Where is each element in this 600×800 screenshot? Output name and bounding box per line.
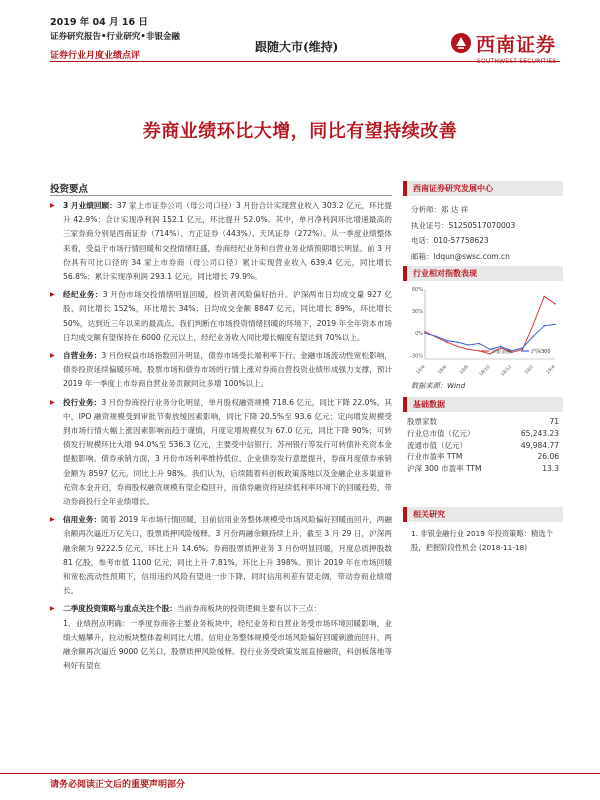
series-point-0 bbox=[457, 346, 459, 348]
related-research-item[interactable]: 1. 非银金融行业 2019 年投资策略：精选个股，把握阶段性机会 (2018-11-18) bbox=[411, 529, 553, 552]
x-tick-label: 18/12 bbox=[500, 364, 514, 378]
legend-label: 沪深300 bbox=[531, 349, 551, 355]
basic-data-table bbox=[407, 416, 559, 475]
basic-data-heading: 基础数据 bbox=[403, 397, 563, 412]
key-point-lead: 3 月业绩回顾： bbox=[63, 201, 117, 210]
x-tick-label: 19/2 bbox=[524, 364, 535, 376]
analyst-name: 分析师：郑 达 祥 bbox=[411, 205, 469, 214]
key-point-lead: 经纪业务： bbox=[63, 290, 103, 300]
analyst-license: 执业证号：S1250517070003 bbox=[411, 220, 516, 230]
company-logo bbox=[450, 30, 570, 76]
basic-data-section bbox=[403, 397, 563, 475]
relative-index-heading: 行业相对指数表现 bbox=[403, 266, 563, 281]
key-point bbox=[50, 513, 392, 598]
analyst-email[interactable]: 邮箱：ldqun@swsc.com.cn bbox=[411, 251, 510, 261]
key-point bbox=[50, 288, 392, 345]
series-point-1 bbox=[468, 344, 470, 346]
logo-mark-icon bbox=[450, 32, 472, 54]
series-point-1 bbox=[511, 350, 513, 352]
series-point-1 bbox=[522, 347, 524, 349]
series-point-0 bbox=[424, 331, 426, 333]
chart-source: 数据来源：Wind bbox=[411, 381, 466, 390]
key-point-text: 当前券商板块的投资逻辑主要有以下三点： bbox=[176, 604, 322, 614]
header-divider bbox=[50, 61, 560, 62]
table-row bbox=[407, 463, 559, 475]
series-point-0 bbox=[554, 303, 556, 305]
footer-divider bbox=[0, 773, 600, 774]
series-point-1 bbox=[478, 343, 480, 345]
row-value: 13.3 bbox=[542, 464, 559, 474]
research-team-section bbox=[403, 181, 563, 264]
y-tick-label: -30% bbox=[410, 353, 423, 360]
key-points-list bbox=[50, 199, 392, 674]
series-point-0 bbox=[468, 349, 470, 351]
research-team-heading: 西南证券研究发展中心 bbox=[403, 181, 563, 196]
related-research-heading: 相关研究 bbox=[403, 507, 563, 522]
key-point-text: 3 月份券商投行业务分化明显，单月股权融资规模 718.6 亿元，同比下降 22.0%。其中，IPO 融资规模受到审批节奏放缓因素影响，同比下降 20.5%至 93.6 亿元；定向增发规模受到市场行情大幅上涨因素影响而趋于谨慎，月度定增规模仅为 67.0 亿元，同比下降 90%；可转债发行规模环比大增 94.0%至 536.3 亿元，主要受中信银行、苏州银行等发行可转债补充资本金提振影响。债券承销方面，3 月份市场利率维持低位，企业债券发行意愿提升，券商月度债券承销金额为 8597 亿元，同比上升 98%。我们认为，后续随着科创板政策落地以及金融企业多渠道补充资本金开启，券商股权融资规模有望企稳回升，而债券融资将延续低利率环境下的回暖趋势，带动券商投行全年业绩增长。 bbox=[63, 397, 392, 507]
key-point bbox=[50, 602, 392, 616]
relative-index-chart-svg bbox=[403, 281, 563, 381]
series-point-1 bbox=[457, 341, 459, 343]
logo-text-cn: 西南证券 bbox=[476, 34, 557, 56]
key-point-text: 随着 2019 年市场行情回暖，目前信用业务整体规模受市场风险偏好回暖而回升，两融余额再次逼近万亿关口，股票质押风险缓释。3 月份两融余额持续上升，截至 3 月 29 日，沪深两融余额为 9222.5 亿元，环比上升 14.6%。券商股票质押业务 3 月份明显回暖，月度总质押股数 81 亿股，参考市值 1100 亿元，同比上升 7.81%，环比上升 398%。预计 2019 年在市场回暖和宽松流动性预期下，信用违约风险有望进一步下降，同时信用利差有望走阔，带动券商业绩增长。 bbox=[63, 515, 392, 596]
table-row bbox=[407, 451, 559, 463]
x-tick-label: 18/8 bbox=[459, 364, 470, 376]
row-value: 65,243.23 bbox=[520, 428, 559, 438]
series-point-1 bbox=[554, 324, 556, 326]
row-label: 沪深 300 市盈率 TTM bbox=[407, 464, 482, 474]
report-type: 证券研究报告•行业研究•非银金融 bbox=[50, 32, 180, 42]
series-line-1 bbox=[425, 324, 555, 351]
rating: 跟随大市(维持) bbox=[255, 40, 339, 54]
key-point-lead: 投行业务： bbox=[63, 397, 102, 407]
report-date: 2019 年 04 月 16 日 bbox=[50, 17, 148, 28]
y-tick-label: 0% bbox=[415, 331, 423, 338]
series-point-0 bbox=[478, 350, 480, 352]
relative-index-chart bbox=[403, 281, 563, 381]
key-point-text: 37 家上市证券公司（母公司口径）3 月份合计实现营业收入 303.2 亿元，环比提升 42.9%；合计实现净利润 152.1 亿元，环比提升 52.0%。其中，单月净利润环比增速最高的三家券商分别是西南证券（714%）、方正证券（443%）、天风证券（272%）。从一季度业绩整体来看，受益于市场行情回暖和交投情绪旺盛，券商经纪业务和自营业务业绩预期增长明显。前 3 月份具有可比口径的 34 家上市券商（母公司口径）累计实现营业收入 639.4 亿元，同比增长 56.8%；累计实现净利润 293.1 亿元，同比增长 79.9%。 bbox=[63, 201, 392, 282]
series-point-0 bbox=[446, 341, 448, 343]
series-point-1 bbox=[446, 340, 448, 342]
row-label: 行业总市值（亿元） bbox=[407, 428, 475, 438]
relative-index-section bbox=[403, 266, 563, 391]
row-value: 49,984.77 bbox=[520, 440, 559, 450]
series-point-0 bbox=[533, 324, 535, 326]
key-point-lead: 信用业务： bbox=[63, 515, 102, 525]
key-points-heading: 投资要点 bbox=[50, 184, 89, 195]
key-point-lead: 自营业务： bbox=[63, 351, 102, 361]
strategy-sub-item: 1、业绩拐点明确：一季度券商各主要业务板块中，经纪业务和自营业务受市场环境回暖影响，业绩大幅攀升，拉动板块整体盈利同比大增。信用业务整体规模受市场风险偏好回暖刺激而回升，两融余额再次逼近 9000 亿关口，股票质押风险缓释。投行业务受政策发展直接融资，科创板落地等利好有望在 bbox=[63, 618, 392, 671]
x-tick-label: 18/4 bbox=[415, 364, 427, 376]
series-point-1 bbox=[543, 325, 545, 327]
series-point-1 bbox=[424, 332, 426, 334]
related-research-section bbox=[403, 507, 563, 555]
series-point-0 bbox=[522, 349, 524, 351]
key-point-text: 3 月份权益市场指数回升明显，债券市场受长端利率下行、金融市场流动性宽松影响，债券投资延续偏暖环境。股票市场和债券市场的行情上涨对券商自营投资业绩形成强力支撑，预计 2019 年一季度上市券商自营业务贡献同比多增 100%以上。 bbox=[63, 351, 392, 389]
series-line-0 bbox=[425, 296, 555, 353]
report-subtitle: 证券行业月度业绩点评 bbox=[50, 51, 141, 61]
table-row bbox=[407, 440, 559, 452]
row-label: 股票家数 bbox=[407, 417, 437, 426]
legend-label: 非银金融 bbox=[491, 349, 512, 355]
y-tick-label: 60% bbox=[411, 287, 423, 293]
row-value: 71 bbox=[549, 417, 559, 426]
page-title: 券商业绩环比大增，同比有望持续改善 bbox=[142, 121, 458, 142]
x-tick-label: 19/4 bbox=[545, 364, 557, 376]
row-value: 26.06 bbox=[537, 452, 559, 462]
series-point-1 bbox=[533, 335, 535, 337]
series-point-0 bbox=[511, 352, 513, 354]
x-tick-label: 18/10 bbox=[478, 364, 492, 378]
table-row bbox=[407, 428, 559, 440]
key-point-text: 3 月份市场交投情绪明显回暖，投资者风险偏好抬升。沪深两市日均成交量 927 亿股，同比增长 152%，环比增长 34%；日均成交金额 8847 亿元，同比增长 89%，环比增长 50%，达到近三年以来的最高点。我们判断在市场投资情绪回暖的环境下，2019 年全年资本市场日均成交额有望保持在 6000 亿元以上，经纪业务收入同比增长幅度有望达到 70%以上。 bbox=[63, 290, 392, 342]
key-points-divider bbox=[50, 195, 392, 196]
series-point-1 bbox=[435, 335, 437, 337]
key-point-lead: 二季度投资策略与重点关注个股： bbox=[63, 604, 177, 614]
table-row bbox=[407, 416, 559, 428]
series-point-0 bbox=[543, 296, 545, 298]
key-point bbox=[50, 199, 392, 284]
key-point bbox=[50, 396, 392, 510]
row-label: 流通市值（亿元） bbox=[407, 440, 467, 450]
y-tick-label: 30% bbox=[411, 309, 423, 316]
series-point-1 bbox=[500, 346, 502, 348]
analyst-phone: 电话：010-57758623 bbox=[411, 236, 489, 245]
key-point bbox=[50, 349, 392, 392]
x-tick-label: 18/6 bbox=[437, 364, 449, 376]
footer-disclaimer: 请务必阅读正文后的重要声明部分 bbox=[50, 780, 186, 790]
row-label: 行业市盈率 TTM bbox=[407, 452, 463, 462]
